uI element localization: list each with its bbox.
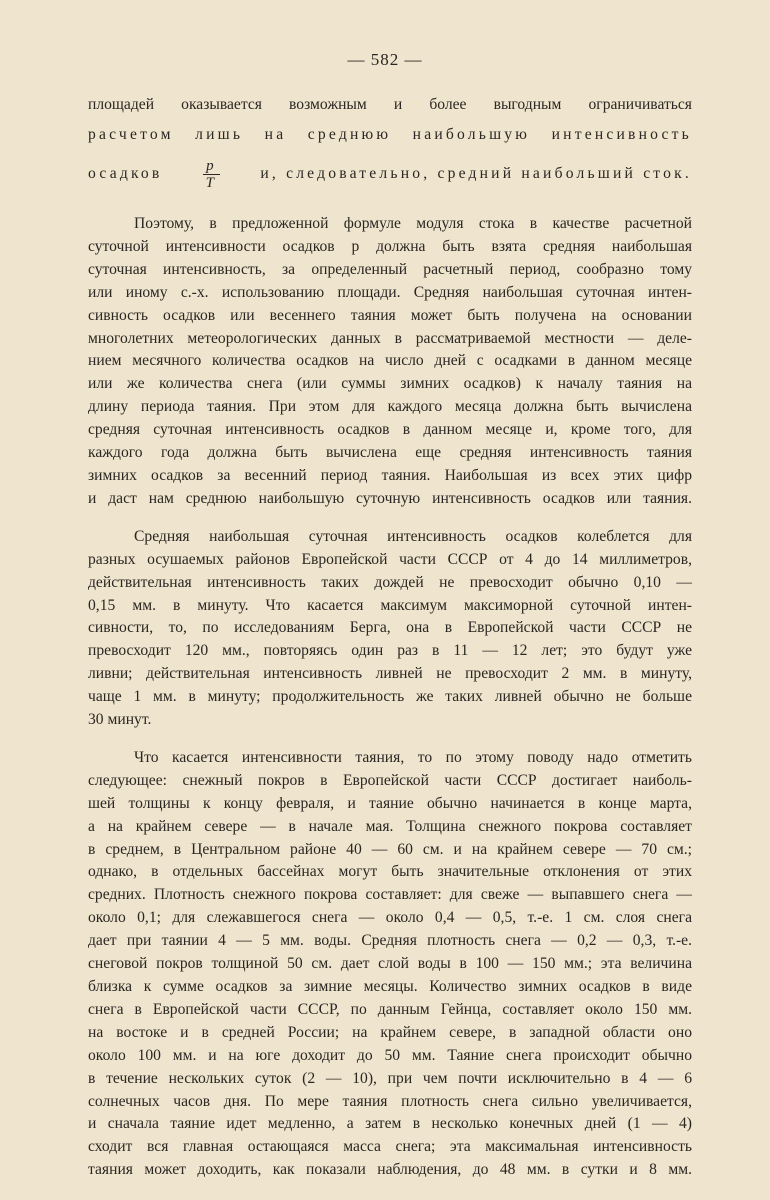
text-line: таяния может доходить, как показали наблюдения, до 48 мм. в сутки и 8 мм.: [88, 1161, 692, 1179]
text-line: Поэтому, в предложенной формуле модуля стока в качестве расчетной: [134, 215, 692, 232]
text-line: следующее: снежный покров в Европейской части СССР достигает наиболь-: [88, 771, 692, 789]
page-body: [88, 90, 692, 1182]
text-line: многолетних метеорологических данных в рассматриваемой местности — деле-: [88, 329, 692, 347]
text-line: или иному с.-х. использованию площади. Средняя наибольшая суточная интен-: [88, 283, 692, 301]
page-number: — 582 —: [347, 50, 423, 69]
text-line: шей толщины к концу февраля, и таяние обычно начинается в конце марта,: [88, 794, 692, 812]
text-line: и сначала таяние идет медленно, а затем в несколько конечных дней (1 — 4): [88, 1115, 692, 1133]
text-line: 0,15 мм. в минуту. Что касается максимум максиморной суточной интен-: [88, 596, 692, 614]
paragraph-3: [88, 747, 692, 1182]
text-line: близка к сумме осадков за зимние месяцы. Количество зимних осадков в виде: [88, 978, 692, 995]
text-line: разных осушаемых районов Европейской части СССР от 4 до 14 миллиметров,: [88, 550, 692, 568]
fraction-p-over-T: [203, 158, 221, 191]
formula-line: [88, 150, 692, 198]
text-line: расчетом лишь на среднюю наибольшую интенсивность: [88, 126, 692, 143]
text-line: на востоке и в средней России; на крайнем севере, в западной области оно: [88, 1023, 692, 1041]
text-line: Что касается интенсивности таяния, то по этому поводу надо отметить: [134, 748, 692, 766]
text-line: в течение нескольких суток (2 — 10), при чем почти исключительно в 4 — 6: [88, 1069, 692, 1087]
text-line: в среднем, в Центральном районе 40 — 60 см. и на крайнем севере — 70 см.;: [88, 840, 692, 858]
text-line: зимних осадков за весенний период таяния. Наибольшая из всех этих цифр: [88, 466, 692, 484]
text-line: дает при таянии 4 — 5 мм. воды. Средняя плотность снега — 0,2 — 0,3, т.-е.: [88, 932, 692, 950]
text-line: превосходит 120 мм., повторяясь один раз в 11 — 12 лет; это будут уже: [88, 642, 692, 660]
text-line: сивность осадков или весеннего таяния может быть получена на основании: [88, 306, 692, 324]
text-line: действительная интенсивность таких дождей не превосходит обычно 0,10 —: [88, 573, 692, 591]
text-line: средних. Плотность снежного покрова составляет: для свеже — выпавшего снега —: [88, 886, 692, 904]
text-line: суточной интенсивности осадков p должна быть взята средняя наибольшая: [88, 237, 692, 255]
text-line: сивности, то, по исследованиям Берга, она в Европейской части СССР не: [88, 619, 692, 637]
text-line: 30 минут.: [88, 711, 152, 729]
text-line: однако, в отдельных бассейнах могут быть значительные отклонения от этих: [88, 863, 692, 881]
formula-prefix: осадков: [88, 164, 163, 182]
text-line: или же количества снега (или суммы зимних осадков) к началу таяния на: [88, 375, 692, 393]
text-line: снега в Европейской части СССР, по данным Гейнца, составляет около 150 мм.: [88, 1000, 692, 1018]
formula-suffix: и, следовательно, средний наибольший сток.: [260, 164, 692, 182]
text-line: около 100 мм. и на юге доходит до 50 мм. Таяние снега происходит обычно: [88, 1046, 692, 1064]
text-line: суточная интенсивность, за определенный расчетный период, сообразно тому: [88, 260, 692, 278]
text-line: средняя суточная интенсивность осадков в данном месяце и, кроме того, для: [88, 421, 692, 439]
paragraph-continuation: [88, 90, 692, 198]
fraction-denominator: T: [205, 174, 218, 191]
text-line: нием месячного количества осадков на число дней с осадками в данном месяце: [88, 352, 692, 370]
text-line: каждого года должна быть вычислена еще средняя интенсивность таяния: [88, 444, 692, 462]
text-line: чаще 1 мм. в минуту; продолжительность же таких ливней обычно не больше: [88, 688, 692, 706]
text-line: длину периода таяния. При этом для каждого месяца должна быть вычислена: [88, 398, 692, 416]
text-line: сходит вся главная остающаяся масса снега; эта максимальная интенсивность: [88, 1138, 692, 1156]
text-line: и даст нам среднюю наибольшую суточную интенсивность осадков или таяния.: [88, 489, 692, 507]
text-line: ливни; действительная интенсивность ливней не превосходит 2 мм. в минуту,: [88, 665, 692, 683]
paragraph-2: [88, 526, 692, 732]
text-line: площадей оказывается возможным и более выгодным ограничиваться: [88, 96, 692, 113]
text-line: солнечных часов дня. По мере таяния плотность снега сильно увеличивается,: [88, 1092, 692, 1110]
text-line: а на крайнем севере — в начале мая. Толщина снежного покрова составляет: [88, 817, 692, 835]
text-line: Средняя наибольшая суточная интенсивность осадков колеблется для: [134, 527, 692, 545]
paragraph-1: [88, 213, 692, 511]
text-line: снеговой покров толщиной 50 см. дает слой воды в 100 — 150 мм.; эта величина: [88, 955, 692, 973]
fraction-numerator: p: [203, 158, 220, 175]
text-line: около 0,1; для слежавшегося снега — около 0,4 — 0,5, т.-е. 1 см. слоя снега: [88, 909, 692, 927]
